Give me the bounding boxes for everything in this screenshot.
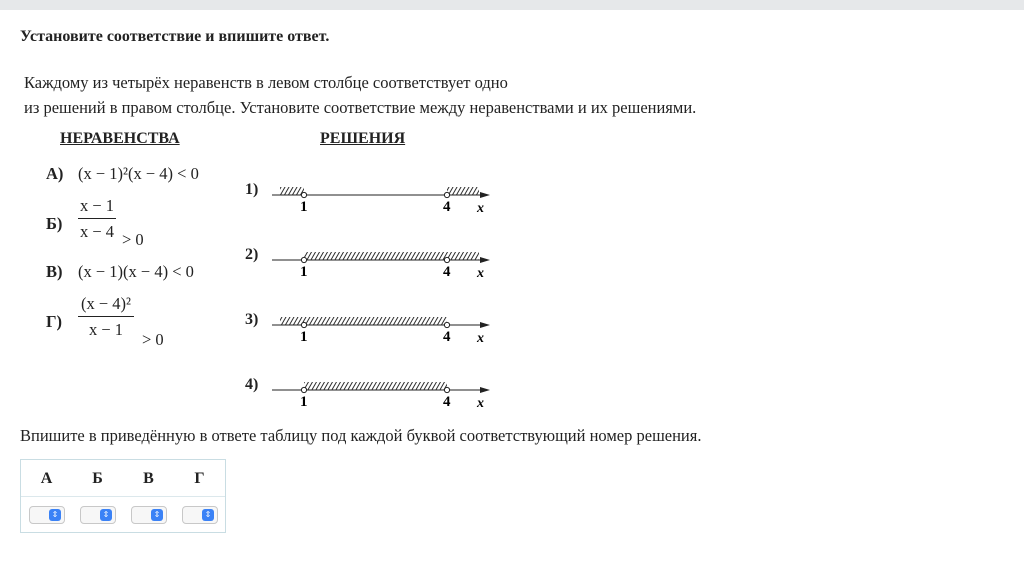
point-4 — [444, 192, 449, 197]
shading-2 — [304, 252, 479, 260]
inequality-a-expression: (x − 1)²(x − 4) < 0 — [78, 164, 199, 183]
inequality-b-label: Б) — [46, 214, 63, 233]
answer-select-v[interactable] — [131, 506, 167, 524]
select-chevron-icon: ⇕ — [49, 509, 61, 521]
solutions-heading: РЕШЕНИЯ — [320, 130, 406, 147]
inequality-d-relation: > 0 — [142, 330, 164, 349]
inequality-c-expression: (x − 1)(x − 4) < 0 — [78, 262, 194, 281]
number-line-1 — [272, 187, 490, 216]
select-chevron-icon: ⇕ — [202, 509, 214, 521]
axis-var: x — [477, 396, 484, 411]
axis-var: x — [477, 331, 484, 346]
arrow-icon — [480, 387, 490, 393]
answer-table — [20, 459, 226, 533]
point-1 — [301, 387, 306, 392]
instruction-text: Впишите в приведённую в ответе таблицу под каждой буквой соответствующий номер решения. — [20, 426, 702, 445]
inequality-b-relation: > 0 — [122, 230, 144, 249]
inequality-c-label: В) — [46, 262, 63, 281]
select-chevron-icon: ⇕ — [151, 509, 163, 521]
intro-line-2: из решений в правом столбце. Установите соответствие между неравенствами и их решениями. — [24, 98, 697, 117]
answer-header-b: Б — [92, 470, 103, 487]
answer-select-a[interactable] — [29, 506, 65, 524]
select-chevron-icon: ⇕ — [100, 509, 112, 521]
tick-1: 1 — [300, 394, 308, 410]
point-1 — [301, 192, 306, 197]
shading-1-left — [280, 187, 304, 195]
axis-var: x — [477, 266, 484, 281]
tick-1: 1 — [300, 329, 308, 345]
tick-4: 4 — [443, 394, 451, 410]
tick-1: 1 — [300, 199, 308, 215]
tick-4: 4 — [443, 329, 451, 345]
solution-1-label: 1) — [245, 181, 259, 198]
inequality-d-denominator: x − 1 — [88, 320, 124, 339]
point-4 — [444, 257, 449, 262]
arrow-icon — [480, 322, 490, 328]
arrow-icon — [480, 192, 490, 198]
inequality-d-label: Г) — [46, 312, 62, 331]
number-line-4 — [272, 382, 490, 411]
shading-1-right — [447, 187, 479, 195]
solution-3-label: 3) — [245, 311, 259, 328]
point-1 — [301, 322, 306, 327]
tick-4: 4 — [443, 199, 451, 215]
inequality-b-numerator: x − 1 — [79, 196, 115, 215]
task-title: Установите соответствие и впишите ответ. — [20, 28, 330, 45]
inequalities-heading: НЕРАВЕНСТВА — [60, 130, 180, 147]
number-line-3 — [272, 317, 490, 346]
inequality-b-denominator: x − 4 — [79, 222, 115, 241]
point-1 — [301, 257, 306, 262]
answer-header-a: А — [40, 470, 53, 487]
point-4 — [444, 322, 449, 327]
solution-4-label: 4) — [245, 376, 259, 393]
shading-4 — [304, 382, 447, 390]
solution-2-label: 2) — [245, 246, 259, 263]
inequality-a-label: А) — [46, 164, 64, 183]
answer-header-g: Г — [194, 470, 205, 487]
tick-4: 4 — [443, 264, 451, 280]
intro-line-1: Каждому из четырёх неравенств в левом столбце соответствует одно — [24, 73, 508, 92]
answer-header-v: В — [143, 470, 154, 487]
axis-var: x — [477, 201, 484, 216]
answer-select-g[interactable] — [182, 506, 218, 524]
inequality-d-numerator: (x − 4)² — [81, 294, 131, 313]
tick-1: 1 — [300, 264, 308, 280]
answer-select-b[interactable] — [80, 506, 116, 524]
arrow-icon — [480, 257, 490, 263]
point-4 — [444, 387, 449, 392]
number-line-2 — [272, 252, 490, 281]
